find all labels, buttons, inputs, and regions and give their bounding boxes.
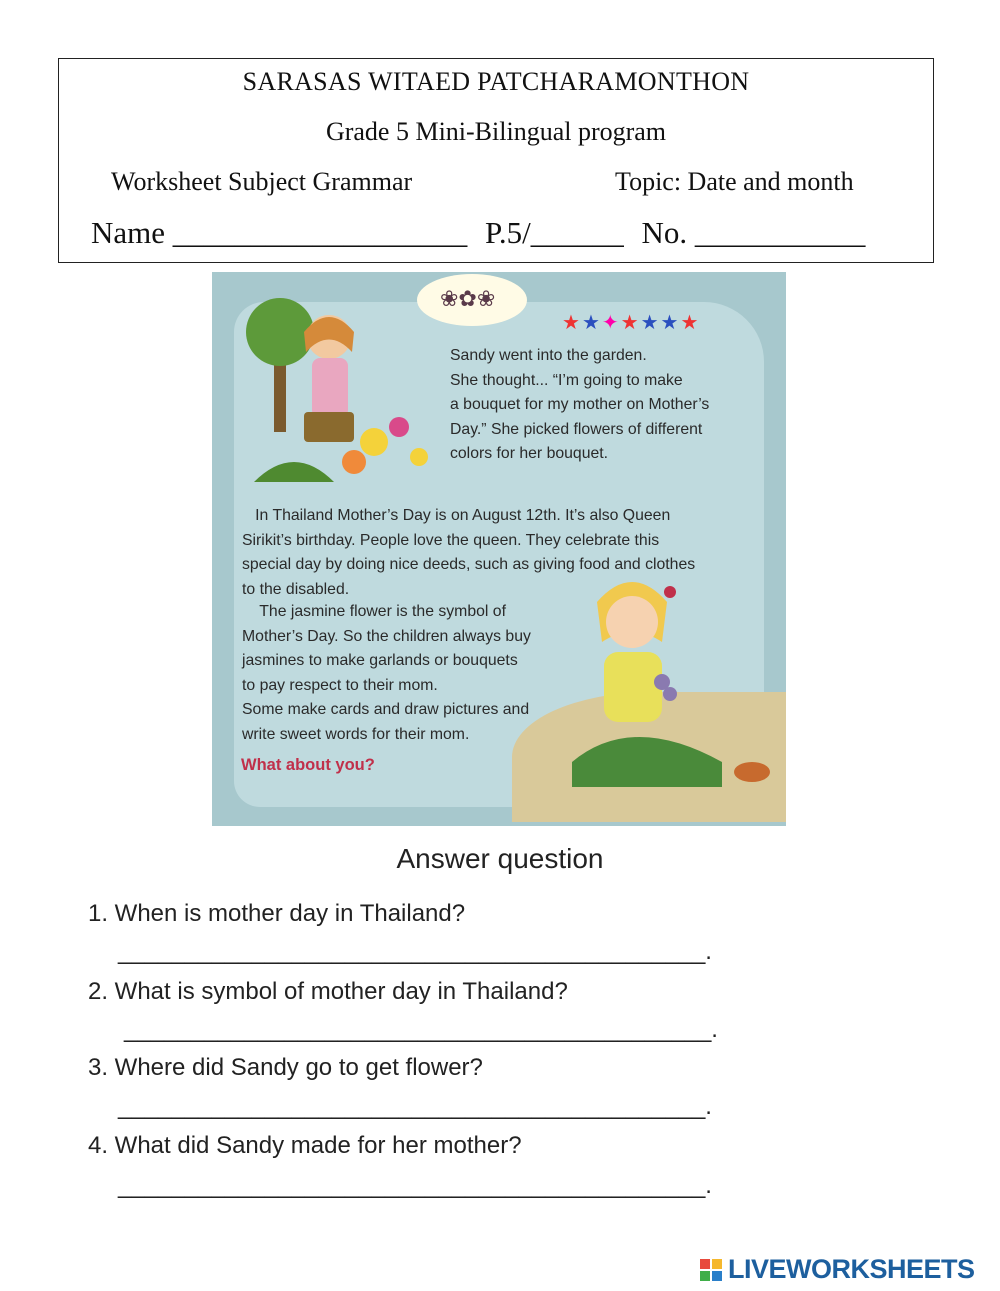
liveworksheets-logo[interactable] [700,1254,975,1285]
answer-line-1[interactable]: ____________________________________________. [118,938,712,965]
logo-grid-icon [700,1259,722,1281]
student-info-row [91,215,875,251]
program-name: Grade 5 Mini-Bilingual program [325,117,667,146]
logo-text: LIVEWORKSHEETS [728,1254,975,1284]
garland-icon: ❀✿❀ [440,286,496,311]
worksheet-topic: Topic: Date and month [615,167,854,196]
worksheet-header [58,58,934,263]
answer-line-2[interactable]: ____________________________________________. [124,1016,718,1043]
answer-line-3[interactable]: ____________________________________________. [118,1093,712,1120]
girl-picking-flowers-illustration [234,292,454,492]
worksheet-subject: Worksheet Subject Grammar [111,167,413,196]
answer-section-title: Answer question [396,843,604,874]
question-3: 3. Where did Sandy go to get flower? [88,1054,483,1081]
answer-line-4[interactable]: ____________________________________________. [118,1172,712,1199]
name-field[interactable]: Name ___________________ [91,215,468,250]
passage-paragraph-1: Sandy went into the garden. She thought... “I’m going to make a bouquet for my mother on Mother’s Day.” She picked flowers of different colors for her bouquet. [450,347,710,462]
question-2: 2. What is symbol of mother day in Thailand? [88,978,568,1005]
question-1: 1. When is mother day in Thailand? [88,900,466,927]
passage-prompt: What about you? [241,756,375,774]
stars-decoration: ★★✦★★★★ [562,312,701,334]
passage-paragraph-3: The jasmine flower is the symbol of Mother’s Day. So the children always buy jasmines to make garlands or bouquets to pay respect to their mom. Some make cards and draw pictures and write sweet words for their mom. [242,603,531,743]
question-4: 4. What did Sandy made for her mother? [88,1132,522,1159]
number-field[interactable]: No. ___________ [641,215,866,250]
school-name: SARASAS WITAED PATCHARAMONTHON [242,67,750,96]
reading-passage-image [212,272,786,826]
passage-paragraph-2: In Thailand Mother’s Day is on August 12th. It’s also Queen Sirikit’s birthday. People love the queen. They celebrate this special day by doing nice deeds, such as giving food and clothes to the disabled. [242,507,696,598]
class-field[interactable]: P.5/______ [485,215,624,250]
